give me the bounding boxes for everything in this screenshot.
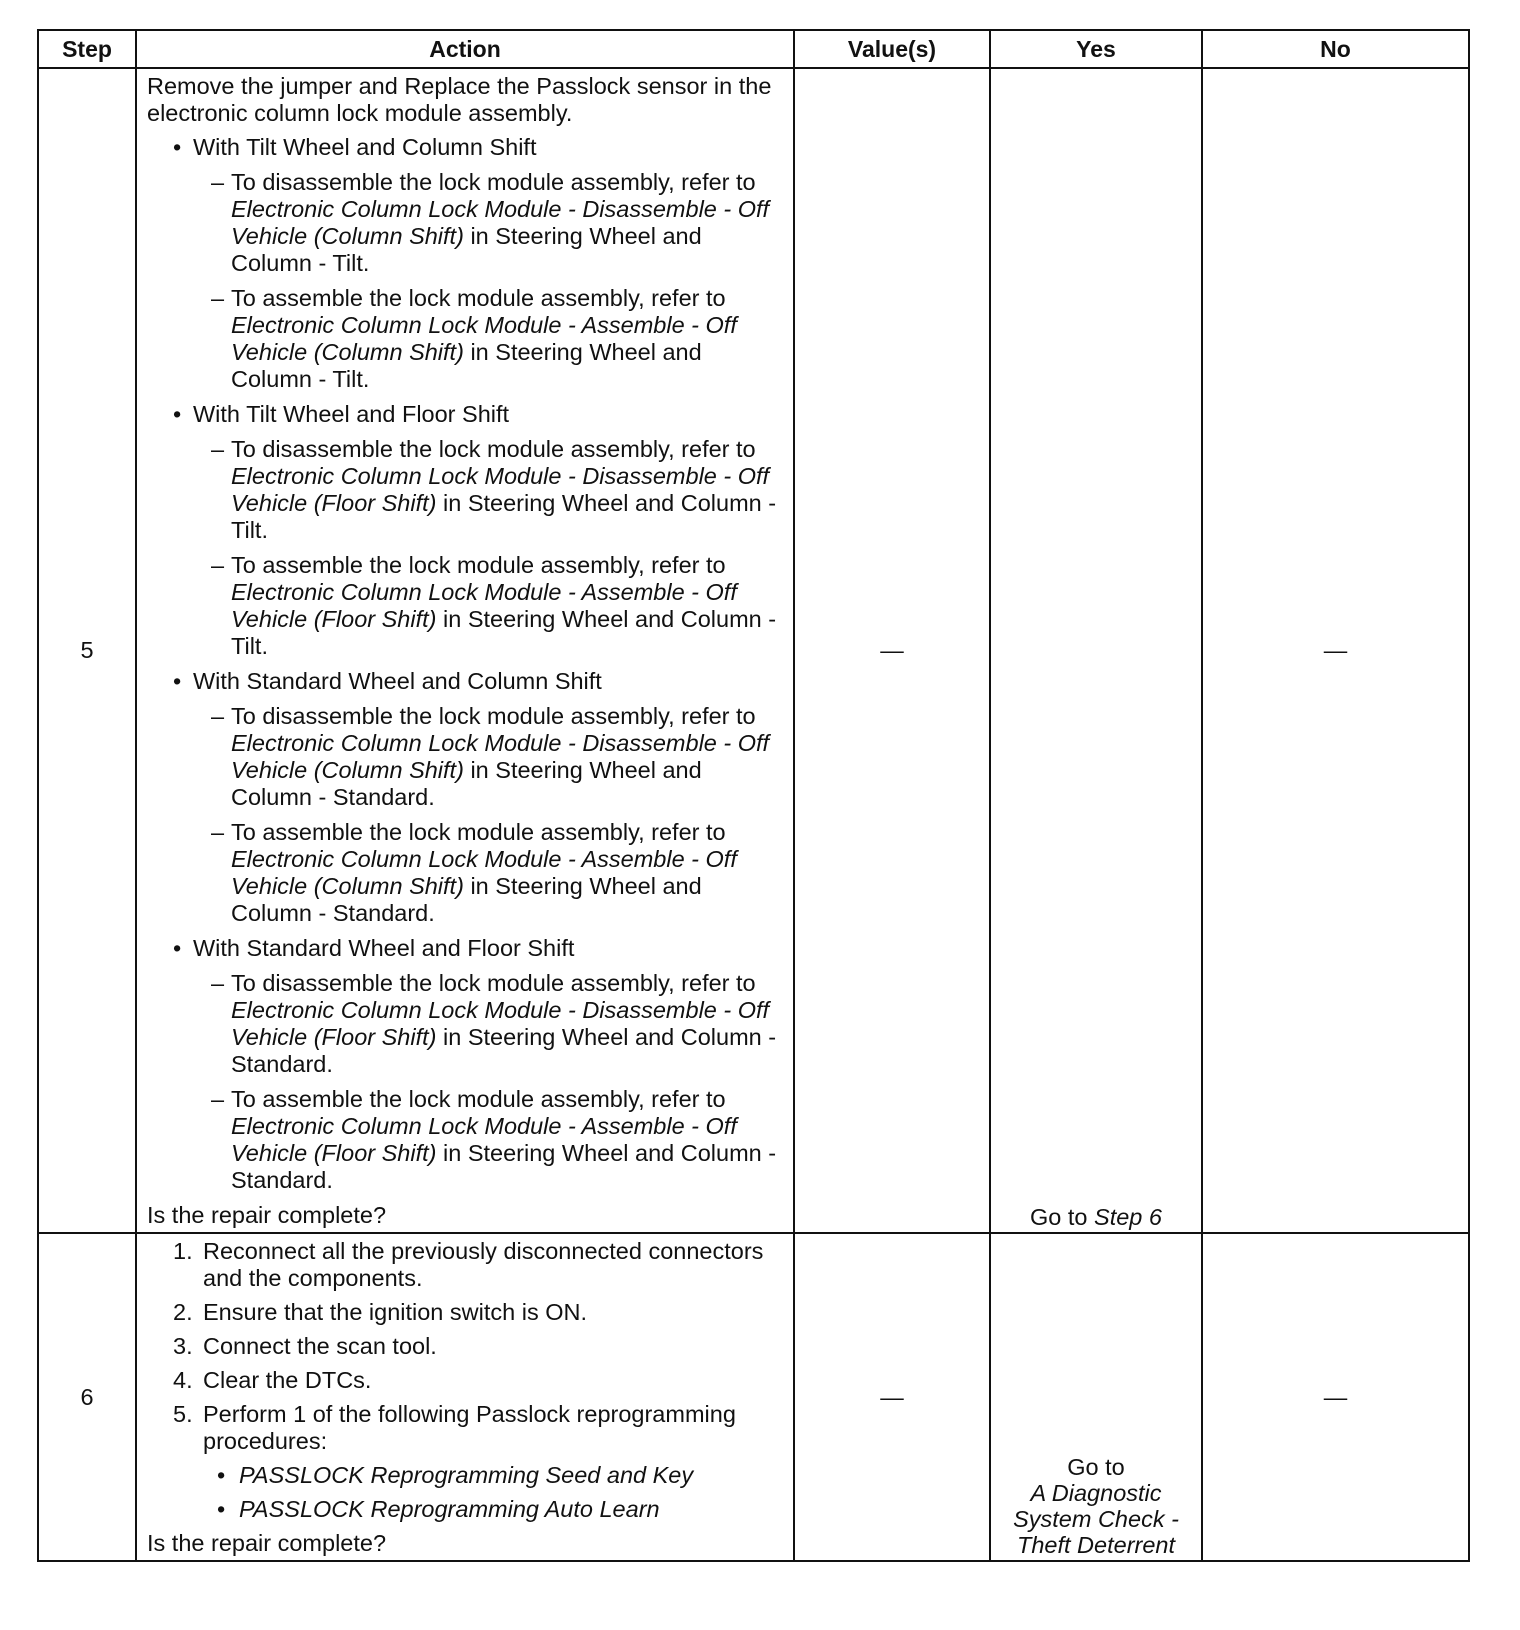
step-number: 6 [38, 1233, 136, 1561]
action-cell [136, 68, 794, 1233]
reference-link[interactable]: PASSLOCK Reprogramming Auto Learn [239, 1496, 660, 1522]
sub-item: – To disassemble the lock module assembly, refer to Electronic Column Lock Module - Disassemble - Off Vehicle (Floor Shift) in Steering Wheel and Column - Standard. [147, 970, 783, 1078]
no-cell: — [1202, 68, 1469, 1233]
reference-link[interactable]: Electronic Column Lock Module - Assemble - Off Vehicle (Column Shift) [231, 846, 737, 899]
header-values: Value(s) [794, 30, 990, 68]
bullet-item: • With Tilt Wheel and Column Shift [147, 134, 783, 161]
diagnostic-table [37, 29, 1470, 1562]
no-cell: — [1202, 1233, 1469, 1561]
sub-item: – To disassemble the lock module assembly, refer to Electronic Column Lock Module - Disassemble - Off Vehicle (Column Shift) in Steering Wheel and Column - Tilt. [147, 169, 783, 277]
yes-step-link[interactable]: Step 6 [1094, 1204, 1162, 1230]
header-row [38, 30, 1469, 68]
header-no: No [1202, 30, 1469, 68]
reference-link[interactable]: PASSLOCK Reprogramming Seed and Key [239, 1462, 694, 1488]
yes-goto-text: Go to [1067, 1454, 1125, 1480]
reference-link[interactable]: Electronic Column Lock Module - Disassemble - Off Vehicle (Column Shift) [231, 196, 770, 249]
action-intro: Remove the jumper and Replace the Passlock sensor in the electronic column lock module assembly. [147, 73, 772, 126]
yes-reference-link[interactable]: A Diagnostic System Check - Theft Deterrent [1013, 1480, 1179, 1558]
procedure-option [147, 1496, 783, 1523]
sub-item: – To assemble the lock module assembly, refer to Electronic Column Lock Module - Assemble - Off Vehicle (Floor Shift) in Steering Wheel and Column - Standard. [147, 1086, 783, 1194]
procedure-option [147, 1462, 783, 1489]
yes-goto-text: Go to [1030, 1204, 1095, 1230]
sub-item: – To disassemble the lock module assembly, refer to Electronic Column Lock Module - Disassemble - Off Vehicle (Floor Shift) in Steering Wheel and Column - Tilt. [147, 436, 783, 544]
values-cell: — [794, 68, 990, 1233]
table-row-step-6 [38, 1233, 1469, 1561]
bullet-item: • With Standard Wheel and Column Shift [147, 668, 783, 695]
reference-link[interactable]: Electronic Column Lock Module - Disassemble - Off Vehicle (Floor Shift) [231, 997, 770, 1050]
numbered-step: 3. Connect the scan tool. [173, 1333, 437, 1359]
header-step: Step [38, 30, 136, 68]
reference-link[interactable]: Electronic Column Lock Module - Disassemble - Off Vehicle (Column Shift) [231, 730, 770, 783]
action-cell [136, 1233, 794, 1561]
sub-item: – To assemble the lock module assembly, refer to Electronic Column Lock Module - Assemble - Off Vehicle (Column Shift) in Steering Wheel and Column - Standard. [147, 819, 783, 927]
reference-link[interactable]: Electronic Column Lock Module - Assemble - Off Vehicle (Floor Shift) [231, 579, 737, 632]
question-text: Is the repair complete? [147, 1202, 387, 1228]
header-action: Action [136, 30, 794, 68]
yes-cell [990, 1233, 1202, 1561]
reference-link[interactable]: Electronic Column Lock Module - Assemble - Off Vehicle (Floor Shift) [231, 1113, 737, 1166]
question-text: Is the repair complete? [147, 1530, 387, 1556]
sub-item: – To disassemble the lock module assembly, refer to Electronic Column Lock Module - Disassemble - Off Vehicle (Column Shift) in Steering Wheel and Column - Standard. [147, 703, 783, 811]
sub-item: – To assemble the lock module assembly, refer to Electronic Column Lock Module - Assemble - Off Vehicle (Column Shift) in Steering Wheel and Column - Tilt. [147, 285, 783, 393]
numbered-step: 4. Clear the DTCs. [173, 1367, 372, 1393]
sub-item: – To assemble the lock module assembly, refer to Electronic Column Lock Module - Assemble - Off Vehicle (Floor Shift) in Steering Wheel and Column - Tilt. [147, 552, 783, 660]
table-row-step-5 [38, 68, 1469, 1233]
yes-cell [990, 68, 1202, 1233]
values-cell: — [794, 1233, 990, 1561]
bullet-item: • With Tilt Wheel and Floor Shift [147, 401, 783, 428]
numbered-step: 5. Perform 1 of the following Passlock reprogramming procedures: [173, 1401, 736, 1454]
numbered-step: 1. Reconnect all the previously disconnected connectors and the components. [173, 1238, 764, 1291]
reference-link[interactable]: Electronic Column Lock Module - Disassemble - Off Vehicle (Floor Shift) [231, 463, 770, 516]
header-yes: Yes [990, 30, 1202, 68]
numbered-step: 2. Ensure that the ignition switch is ON. [173, 1299, 588, 1325]
step-number: 5 [38, 68, 136, 1233]
bullet-item: • With Standard Wheel and Floor Shift [147, 935, 783, 962]
reference-link[interactable]: Electronic Column Lock Module - Assemble - Off Vehicle (Column Shift) [231, 312, 737, 365]
